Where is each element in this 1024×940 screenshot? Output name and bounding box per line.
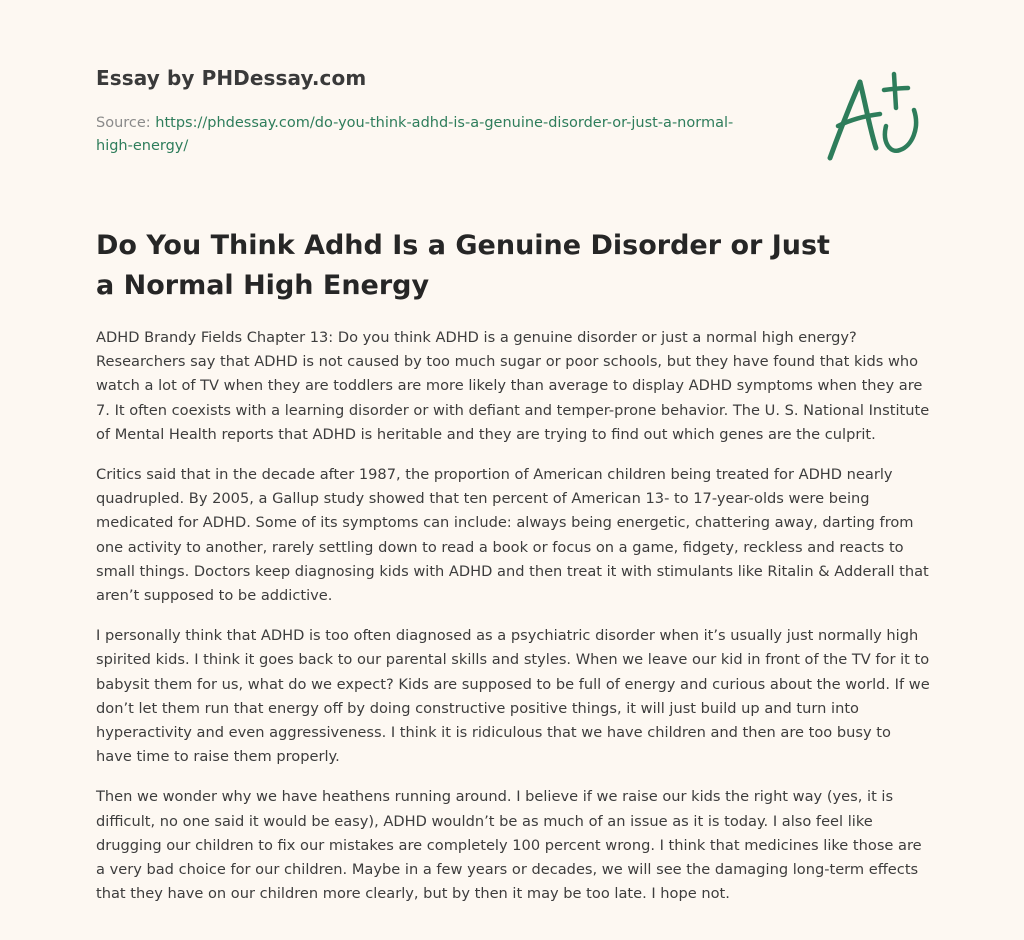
site-title: Essay by PHDessay.com <box>96 66 367 90</box>
essay-body <box>96 326 930 922</box>
essay-paragraph-4: Then we wonder why we have heathens running around. I believe if we raise our kids the right way (yes, it is difficult, no one said it would be easy), ADHD wouldn’t be as much of an issue as it is today. I also feel like drugging our children to fix our mistakes are completely 100 percent wrong. I think that medicines like those are a very bad choice for our children. Maybe in a few years or decades, we will see the damaging long-term effects that they have on our children more clearly, but by then it may be too late. I hope not. <box>96 788 922 903</box>
source-label: Source: <box>96 115 156 131</box>
source-link[interactable]: https://phdessay.com/do-you-think-adhd-is-a-genuine-disorder-or-just-a-normal-high-energy/ <box>96 115 734 154</box>
essay-paragraph-1: ADHD Brandy Fields Chapter 13: Do you think ADHD is a genuine disorder or just a normal high energy? Researchers say that ADHD is not caused by too much sugar or poor schools, but they have found that kids who watch a lot of TV when they are toddlers are more likely than average to display ADHD symptoms when they are 7. It often coexists with a learning disorder or with defiant and temper-prone behavior. The U. S. National Institute of Mental Health reports that ADHD is heritable and they are trying to find out which genes are the culprit. <box>96 329 930 443</box>
a-plus-logo-icon <box>824 70 928 166</box>
essay-paragraph-3: I personally think that ADHD is too often diagnosed as a psychiatric disorder when it’s usually just normally high spirited kids. I think it goes back to our parental skills and styles. When we leave our kid in front of the TV for it to babysit them for us, what do we expect? Kids are supposed to be full of energy and curious about the world. If we don’t let them run that energy off by doing constructive positive things, it will just build up and turn into hyperactivity and even aggressiveness. I think it is ridiculous that we have children and then are too busy to have time to raise them properly. <box>96 627 930 766</box>
essay-paragraph-2: Critics said that in the decade after 1987, the proportion of American children being treated for ADHD nearly quadrupled. By 2005, a Gallup study showed that ten percent of American 13- to 17-year-olds were being medicated for ADHD. Some of its symptoms can include: always being energetic, chattering away, darting from one activity to another, rarely settling down to read a book or focus on a game, fidgety, reckless and reacts to small things. Doctors keep diagnosing kids with ADHD and then treat it with stimulants like Ritalin & Adderall that aren’t supposed to be addictive. <box>96 466 929 605</box>
essay-title: Do You Think Adhd Is a Genuine Disorder or Just a Normal High Energy <box>96 230 830 301</box>
source-line <box>96 112 736 158</box>
